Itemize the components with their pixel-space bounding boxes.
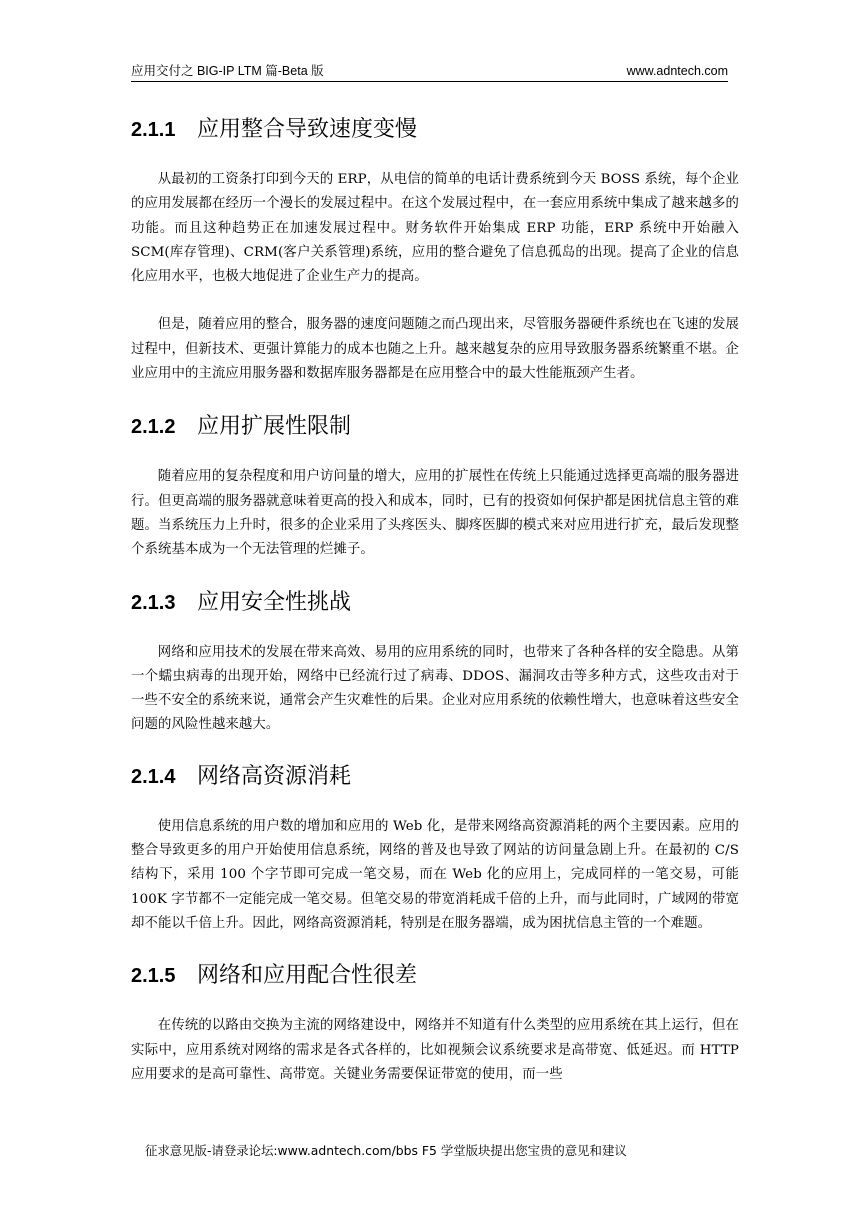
section-2-1-1 [131, 112, 739, 386]
header-website: www.adntech.com [626, 64, 728, 78]
section-number: 2.1.3 [131, 591, 176, 614]
section-title: 应用扩展性限制 [197, 414, 352, 440]
header-divider [131, 81, 728, 82]
paragraph: 从最初的工资条打印到今天的 ERP，从电信的简单的电话计费系统到今天 BOSS 系统，每个企业的应用发展都在经历一个漫长的发展过程中。在这个发展过程中，在一套应用系统中集成了越来越多的功能。而且这种趋势正在加速发展过程中。财务软件开始集成 ERP 功能，ERP 系统中开始融入 SCM(库存管理)、CRM(客户关系管理)系统，应用的整合避免了信息孤岛的出现。提高了企业的信息化应用水平，也极大地促进了企业生产力的提高。 [131, 172, 739, 285]
paragraph: 使用信息系统的用户数的增加和应用的 Web 化，是带来网络高资源消耗的两个主要因素。应用的整合导致更多的用户开始使用信息系统，网络的普及也导致了网站的访问量急剧上升。在最初的 C/S 结构下，采用 100 个字节即可完成一笔交易，而在 Web 化的应用上，完成同样的一笔交易，可能 100K 字节都不一定能完成一笔交易。但笔交易的带宽消耗成千倍的上升，而与此同时，广域网的带宽却不能以千倍上升。因此，网络高资源消耗，特别是在服务器端，成为困扰信息主管的一个难题。 [131, 818, 739, 931]
header-doc-title: 应用交付之 BIG-IP LTM 篇-Beta 版 [131, 64, 324, 78]
section-number: 2.1.4 [131, 765, 176, 788]
section-heading [131, 759, 739, 795]
paragraph: 随着应用的复杂程度和用户访问量的增大，应用的扩展性在传统上只能通过选择更高端的服务器进行。但更高端的服务器就意味着更高的投入和成本，同时，已有的投资如何保护都是困扰信息主管的难题。当系统压力上升时，很多的企业采用了头疼医头、脚疼医脚的模式来对应用进行扩充，最后发现整个系统基本成为一个无法管理的烂摊子。 [131, 469, 739, 558]
section-2-1-3 [131, 585, 739, 738]
section-2-1-2 [131, 409, 739, 562]
section-number: 2.1.5 [131, 965, 176, 988]
section-heading [131, 409, 739, 445]
section-heading [131, 585, 739, 621]
section-heading [131, 112, 739, 148]
paragraph: 网络和应用技术的发展在带来高效、易用的应用系统的同时，也带来了各种各样的安全隐患。从第一个蠕虫病毒的出现开始，网络中已经流行过了病毒、DDOS、漏洞攻击等多种方式，这些攻击对于一些不安全的系统来说，通常会产生灾难性的后果。企业对应用系统的依赖性增大，也意味着这些安全问题的风险性越来越大。 [131, 644, 739, 733]
section-number: 2.1.1 [131, 119, 176, 141]
document-body [131, 112, 739, 1087]
paragraph: 在传统的以路由交换为主流的网络建设中，网络并不知道有什么类型的应用系统在其上运行，但在实际中，应用系统对网络的需求是各式各样的，比如视频会议系统要求是高带宽、低延迟。而 HTTP 应用要求的是高可靠性、高带宽。关键业务需要保证带宽的使用，而一些 [131, 1018, 739, 1082]
section-number: 2.1.2 [131, 416, 176, 439]
page-header [131, 62, 728, 80]
section-title: 应用整合导致速度变慢 [197, 117, 418, 142]
section-title: 应用安全性挑战 [197, 589, 352, 615]
paragraph: 但是，随着应用的整合，服务器的速度问题随之而凸现出来，尽管服务器硬件系统也在飞速的发展过程中，但新技术、更强计算能力的成本也随之上升。越来越复杂的应用导致服务器系统繁重不堪。企业应用中的主流应用服务器和数据库服务器都是在应用整合中的最大性能瓶颈产生者。 [131, 317, 739, 382]
page-footer: 征求意见版-请登录论坛:www.adntech.com/bbs F5 学堂版块提出您宝贵的意见和建议 [145, 1143, 627, 1158]
section-2-1-5 [131, 958, 739, 1087]
section-heading [131, 958, 739, 994]
section-title: 网络高资源消耗 [197, 763, 352, 789]
section-title: 网络和应用配合性很差 [197, 963, 418, 989]
section-2-1-4 [131, 759, 739, 936]
